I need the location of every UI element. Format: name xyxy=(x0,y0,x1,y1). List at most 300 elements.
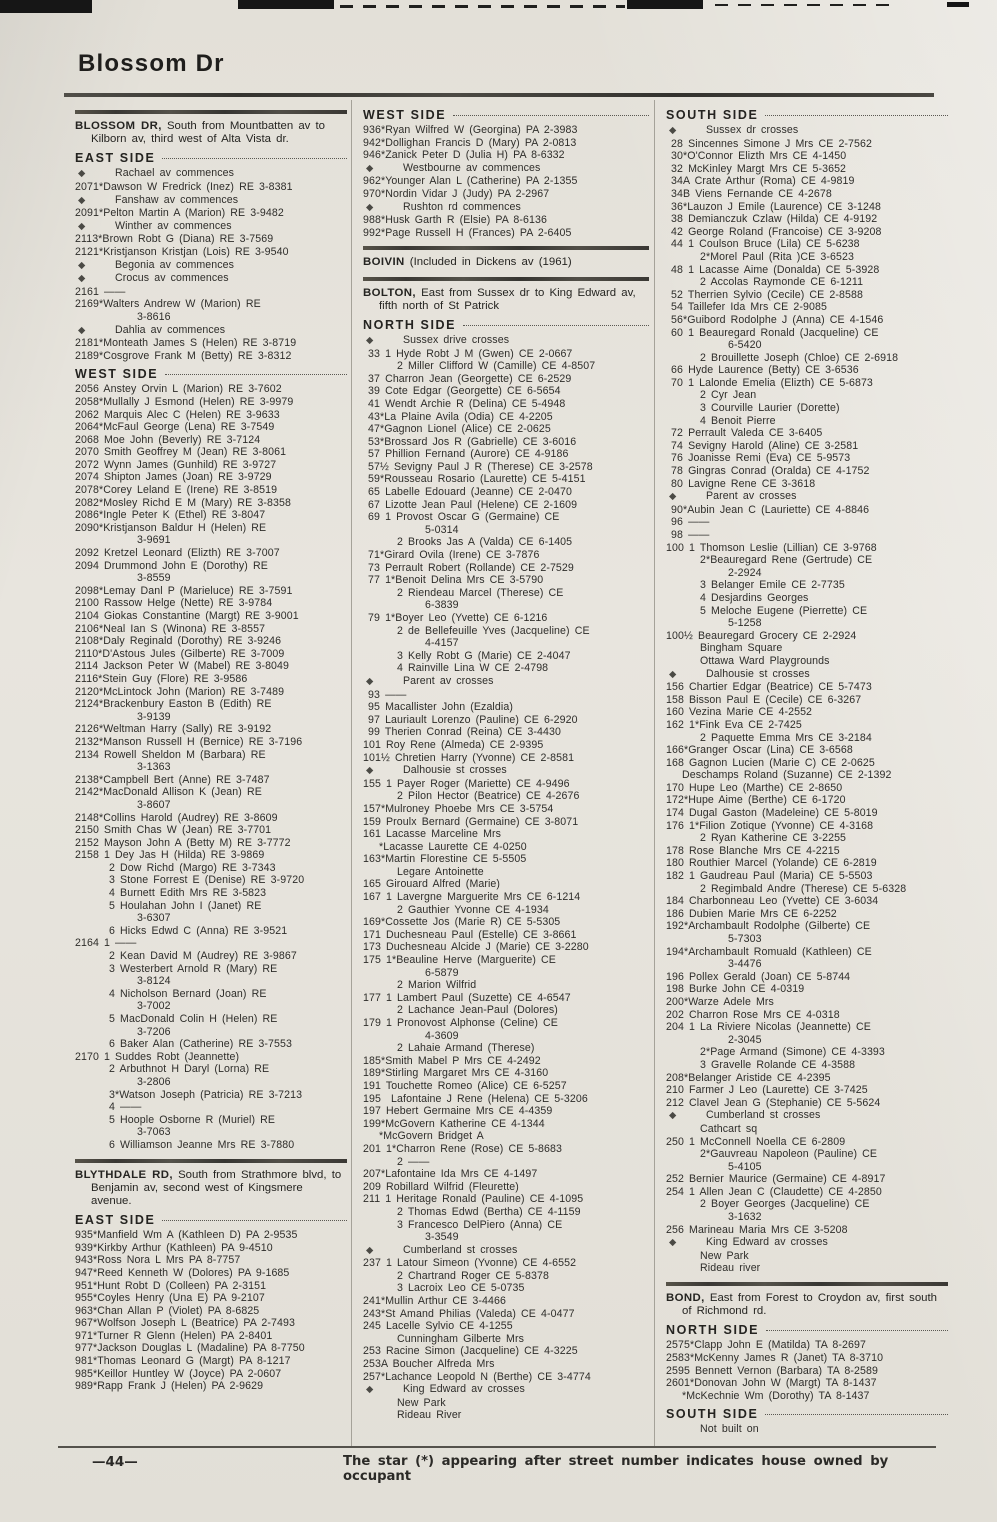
directory-entry-line: 70 1 Lalonde Emelia (Elizth) CE 5-6873 xyxy=(666,376,873,389)
directory-entry-line: 211 1 Heritage Ronald (Pauline) CE 4-1095 xyxy=(363,1193,584,1206)
directory-entry-line: 2070 Smith Geoffrey M (Jean) RE 3-8061 xyxy=(75,446,287,459)
diamond-icon: ◆ xyxy=(669,491,677,503)
side-heading xyxy=(75,367,347,381)
directory-entry-line: 2 Arbuthnot H Daryl (Lorna) RE xyxy=(109,1063,270,1076)
directory-entry-line: 3 Gravelle Rolande CE 4-3588 xyxy=(700,1058,856,1071)
directory-entry-line: Cathcart sq xyxy=(700,1122,758,1135)
diamond-icon: ◆ xyxy=(366,201,374,213)
footer-rule xyxy=(58,1446,936,1448)
directory-entry-line: 178 Rose Blanche Mrs CE 4-2215 xyxy=(666,844,840,857)
directory-entry-line: 3 Francesco DelPiero (Anna) CE xyxy=(397,1218,563,1231)
directory-entry-line: 943*Ross Nora L Mrs PA 8-7757 xyxy=(75,1254,241,1267)
directory-entry-line: 2114 Jackson Peter W (Mabel) RE 3-8049 xyxy=(75,660,290,673)
directory-entry-line: 2*Page Armand (Simone) CE 4-3393 xyxy=(700,1046,885,1059)
diamond-icon: ◆ xyxy=(78,259,86,271)
directory-entry-line: 2164 1 —— xyxy=(75,937,137,950)
section-divider xyxy=(75,1159,347,1163)
directory-entry-line: 2 Gauthier Yvonne CE 4-1934 xyxy=(397,903,549,916)
directory-entry-line: 2181*Monteath James S (Helen) RE 3-8719 xyxy=(75,337,297,350)
directory-entry-line: 56*Guibord Rodolphe J (Anna) CE 4-1546 xyxy=(666,313,884,326)
directory-entry-line: 179 1 Pronovost Alphonse (Celine) CE xyxy=(363,1017,558,1030)
cross-street-line xyxy=(363,764,649,778)
directory-entry-line: 196 Pollex Gerald (Joan) CE 5-8744 xyxy=(666,970,851,983)
directory-entry-line: 2094 Drummond John E (Dorothy) RE xyxy=(75,559,268,572)
directory-entry-line: 212 Clavel Jean G (Stephanie) CE 5-5624 xyxy=(666,1096,881,1109)
directory-entry-line: 2142*MacDonald Allison K (Jean) RE xyxy=(75,786,262,799)
directory-entry-line: 52 Therrien Sylvio (Cecile) CE 2-8588 xyxy=(666,288,863,301)
street-heading: BLYTHDALE RD, South from Strathmore blvd, to Benjamin av, second west of Kingsmere avenue. xyxy=(75,1168,342,1207)
directory-entry-line: *McKechnie Wm (Dorothy) TA 8-1437 xyxy=(682,1389,870,1402)
directory-entry-line: 167 1 Lavergne Marguerite Mrs CE 6-1214 xyxy=(363,891,581,904)
side-heading xyxy=(363,108,649,122)
directory-entry-line: *Lacasse Laurette CE 4-0250 xyxy=(379,840,527,853)
directory-entry-line: 4 Rainville Lina W CE 2-4798 xyxy=(397,662,549,675)
dotted-leader xyxy=(765,115,948,116)
directory-entry-line: 2595 Bennett Vernon (Barbara) TA 8-2589 xyxy=(666,1364,878,1377)
directory-entry-line: 243*St Amand Philias (Valeda) CE 4-0477 xyxy=(363,1307,575,1320)
dotted-leader xyxy=(453,115,649,116)
directory-entry-line: 253A Boucher Alfreda Mrs xyxy=(363,1358,495,1371)
directory-entry-line: 100½ Beauregard Grocery CE 2-2924 xyxy=(666,629,857,642)
directory-entry-line: 90*Aubin Jean C (Lauriette) CE 4-8846 xyxy=(666,503,870,516)
directory-entry-line: 2 Regimbald Andre (Therese) CE 5-6328 xyxy=(700,882,907,895)
scan-artifact xyxy=(715,4,890,6)
scan-artifact xyxy=(238,0,334,9)
directory-entry-line: 6 Hicks Edwd C (Anna) RE 3-9521 xyxy=(109,924,288,937)
directory-entry-line: 172*Hupe Aime (Berthe) CE 6-1720 xyxy=(666,794,846,807)
diamond-icon: ◆ xyxy=(669,668,677,680)
directory-entry-line: 2 Marion Wilfrid xyxy=(397,979,477,992)
directory-entry-line: 199*McGovern Katherine CE 4-1344 xyxy=(363,1117,545,1130)
directory-entry-line: 6-3839 xyxy=(425,599,459,612)
directory-entry-line: 2132*Manson Russell H (Bernice) RE 3-7196 xyxy=(75,735,303,748)
side-heading-label: NORTH SIDE xyxy=(363,317,457,332)
directory-entry-line: 76 Joanisse Remi (Eva) CE 5-9573 xyxy=(666,452,851,465)
directory-entry-line: 168 Gagnon Lucien (Marie C) CE 2-0625 xyxy=(666,756,875,769)
directory-entry-line: 3-1632 xyxy=(728,1211,762,1224)
cross-street-text: Cumberland st crosses xyxy=(403,1243,518,1256)
directory-entry-line: 32 McKinley Margt Mrs CE 5-3652 xyxy=(666,162,847,175)
diamond-icon: ◆ xyxy=(78,168,86,180)
directory-entry-line: 3-8124 xyxy=(137,975,171,988)
directory-entry-line: 163*Martin Florestine CE 5-5505 xyxy=(363,853,527,866)
directory-entry-line: 2152 Mayson John A (Betty M) RE 3-7772 xyxy=(75,836,291,849)
diamond-icon: ◆ xyxy=(78,220,86,232)
directory-entry-line: 47*Gagnon Lionel (Alice) CE 2-0625 xyxy=(363,423,551,436)
street-name: BLYTHDALE RD, xyxy=(75,1168,173,1181)
directory-entry-line: 2 Brooks Jas A (Valda) CE 6-1405 xyxy=(397,536,573,549)
side-heading-label: SOUTH SIDE xyxy=(666,1407,759,1422)
cross-street-text: Fanshaw av commences xyxy=(115,193,239,206)
directory-entry-line: 195 Lafontaine J Rene (Helena) CE 5-3206 xyxy=(363,1092,588,1105)
directory-entry-line: 2 Chartrand Roger CE 5-8378 xyxy=(397,1269,550,1282)
directory-entry-line: 93 —— xyxy=(363,688,407,701)
directory-entry-line: 2 Brouillette Joseph (Chloe) CE 2-6918 xyxy=(700,351,899,364)
directory-entry-line: 3-7002 xyxy=(137,1000,171,1013)
column-2 xyxy=(363,103,649,1422)
directory-entry-line: 971*Turner R Glenn (Helen) PA 2-8401 xyxy=(75,1329,273,1342)
directory-entry-line: 2150 Smith Chas W (Jean) RE 3-7701 xyxy=(75,824,272,837)
directory-entry-line: 4 Nicholson Bernard (Joan) RE xyxy=(109,987,267,1000)
directory-entry-line: 988*Husk Garth R (Elsie) PA 8-6136 xyxy=(363,214,547,227)
column-divider xyxy=(654,100,655,1446)
street-name: BOND, xyxy=(666,1292,705,1305)
directory-entry-line: 209 Robillard Wilfrid (Fleurette) xyxy=(363,1180,519,1193)
directory-entry-line: 186 Dubien Marie Mrs CE 6-2252 xyxy=(666,907,837,920)
cross-street-text: Dalhousie st crosses xyxy=(403,764,507,777)
cross-street-line xyxy=(363,675,649,689)
directory-entry-line: 2 Dow Richd (Margo) RE 3-7343 xyxy=(109,861,276,874)
dotted-leader xyxy=(165,374,347,375)
diamond-icon: ◆ xyxy=(78,273,86,285)
directory-entry-line: 57 Phillion Fernand (Aurore) CE 4-9186 xyxy=(363,448,569,461)
side-heading-label: SOUTH SIDE xyxy=(666,108,759,122)
directory-entry-line: 59*Rousseau Rosario (Laurette) CE 5-4151 xyxy=(363,473,586,486)
directory-entry-line: 3 Kelly Robt G (Marie) CE 2-4047 xyxy=(397,649,571,662)
directory-entry-line: 54 Taillefer Ida Mrs CE 2-9085 xyxy=(666,301,827,314)
directory-entry-line: 2058*Mullally J Esmond (Helen) RE 3-9979 xyxy=(75,395,294,408)
directory-entry-line: 165 Girouard Alfred (Marie) xyxy=(363,878,501,891)
section-divider xyxy=(75,110,347,114)
directory-entry-line: 4 Desjardins Georges xyxy=(700,591,809,604)
directory-entry-line: 77 1*Benoit Delina Mrs CE 3-5790 xyxy=(363,574,544,587)
directory-entry-line: 192*Archambault Rodolphe (Gilberte) CE xyxy=(666,920,871,933)
directory-entry-line: 3-7063 xyxy=(137,1126,171,1139)
directory-entry-line: 254 1 Allen Jean C (Claudette) CE 4-2850 xyxy=(666,1185,882,1198)
cross-street-text: Rachael av commences xyxy=(115,167,235,180)
directory-entry-line: *McGovern Bridget A xyxy=(379,1130,484,1143)
column-1 xyxy=(75,103,347,1393)
street-name: BOIVIN xyxy=(363,256,405,269)
directory-entry-line: 2 Kean David M (Audrey) RE 3-9867 xyxy=(109,950,297,963)
diamond-icon: ◆ xyxy=(366,1384,374,1396)
directory-entry-line: 66 Hyde Laurence (Betty) CE 3-6536 xyxy=(666,364,859,377)
diamond-icon: ◆ xyxy=(669,1110,677,1122)
page-title: Blossom Dr xyxy=(78,50,225,77)
directory-entry-line: 44 1 Coulson Bruce (Lila) CE 5-6238 xyxy=(666,238,860,251)
cross-street-text: Dalhousie st crosses xyxy=(706,667,810,680)
directory-entry-line: 2*Beauregard Rene (Gertrude) CE xyxy=(700,554,873,567)
dotted-leader xyxy=(162,158,347,159)
directory-entry-line: 962*Younger Alan L (Catherine) PA 2-1355 xyxy=(363,175,578,188)
directory-entry-line: 74 Sevigny Harold (Aline) CE 3-2581 xyxy=(666,439,859,452)
directory-entry-line: 79 1*Boyer Leo (Yvette) CE 6-1216 xyxy=(363,612,548,625)
street-name: BLOSSOM DR, xyxy=(75,120,162,132)
directory-entry-line: 73 Perrault Robert (Rollande) CE 2-7529 xyxy=(363,561,574,574)
side-heading xyxy=(666,1323,948,1337)
directory-entry-line: 210 Farmer J Leo (Laurette) CE 3-7425 xyxy=(666,1084,868,1097)
directory-entry-line: 252 Bernier Maurice (Germaine) CE 4-8917 xyxy=(666,1173,886,1186)
street-name: BOLTON, xyxy=(363,286,417,299)
diamond-icon: ◆ xyxy=(366,765,374,777)
directory-entry-line: 2161 —— xyxy=(75,285,126,298)
directory-entry-line: 2-3045 xyxy=(728,1033,762,1046)
directory-entry-line: 2148*Collins Harold (Audrey) RE 3-8609 xyxy=(75,811,278,824)
cross-street-text: Westbourne av commences xyxy=(403,161,541,174)
cross-street-line xyxy=(666,490,948,504)
directory-entry-line: 80 Lavigne Rene CE 3-3618 xyxy=(666,477,816,490)
cross-street-line xyxy=(666,124,948,138)
side-heading-label: EAST SIDE xyxy=(75,151,156,166)
directory-entry-line: 176 1*Filion Zotique (Yvonne) CE 4-3168 xyxy=(666,819,874,832)
directory-entry-line: 5-4105 xyxy=(728,1160,762,1173)
directory-entry-line: 3 Westerbert Arnold R (Mary) RE xyxy=(109,962,278,975)
directory-entry-line: 185*Smith Mabel P Mrs CE 4-2492 xyxy=(363,1054,541,1067)
directory-entry-line: 946*Zanick Peter D (Julia H) PA 8-6332 xyxy=(363,149,565,162)
directory-entry-line: 3-1363 xyxy=(137,761,171,774)
directory-entry-line: 28 Sincennes Simone J Mrs CE 2-7562 xyxy=(666,137,873,150)
directory-entry-line: 241*Mullin Arthur CE 3-4466 xyxy=(363,1295,506,1308)
directory-entry-line: 162 1*Fink Eva CE 2-7425 xyxy=(666,718,802,731)
directory-entry-line: Deschamps Roland (Suzanne) CE 2-1392 xyxy=(682,769,892,782)
directory-entry-line: 2091*Pelton Martin A (Marion) RE 3-9482 xyxy=(75,207,284,220)
scan-artifact xyxy=(0,0,92,13)
directory-entry-line: 2601*Donovan John W (Margt) TA 8-1437 xyxy=(666,1377,877,1390)
directory-entry-line: 2071*Dawson W Fredrick (Inez) RE 3-8381 xyxy=(75,181,293,193)
directory-entry-line: 67 Lizotte Jean Paul (Helene) CE 2-1609 xyxy=(363,498,578,511)
section-divider xyxy=(666,1282,948,1286)
directory-entry-line: 2170 1 Suddes Robt (Jeannette) xyxy=(75,1050,240,1063)
directory-entry-line: 2124*Brackenbury Easton B (Edith) RE xyxy=(75,698,272,711)
directory-entry-line: 157*Mulroney Phoebe Mrs CE 3-5754 xyxy=(363,802,554,815)
directory-entry-line: Cunningham Gilberte Mrs xyxy=(397,1332,525,1345)
directory-entry-line: 5 Meloche Eugene (Pierrette) CE xyxy=(700,604,868,617)
directory-entry-line: 2 Cyr Jean xyxy=(700,389,757,402)
cross-street-text: Cumberland st crosses xyxy=(706,1109,821,1122)
diamond-icon: ◆ xyxy=(366,675,374,687)
directory-entry-line: 935*Manfield Wm A (Kathleen D) PA 2-9535 xyxy=(75,1229,298,1242)
directory-entry-line: 2*Morel Paul (Rita )CE 3-6523 xyxy=(700,250,854,263)
diamond-icon: ◆ xyxy=(78,194,86,206)
directory-entry-line: 43*La Plaine Avila (Odia) CE 4-2205 xyxy=(363,410,553,423)
directory-entry-line: 955*Coyles Henry (Una E) PA 9-2107 xyxy=(75,1292,265,1305)
directory-entry-line: 5-7303 xyxy=(728,933,762,945)
diamond-icon: ◆ xyxy=(366,162,374,174)
directory-entry-line: 2056 Anstey Orvin L (Marion) RE 3-7602 xyxy=(75,383,282,396)
street-heading: BOLTON, East from Sussex dr to King Edward av, fifth north of St Patrick xyxy=(363,286,636,312)
directory-entry-line: 175 1*Beauline Herve (Marguerite) CE xyxy=(363,954,556,967)
directory-entry-line: 2 Miller Clifford W (Camille) CE 4-8507 xyxy=(397,360,596,373)
directory-entry-line: 5 MacDonald Colin H (Helen) RE xyxy=(109,1013,278,1025)
directory-entry-line: 184 Charbonneau Leo (Yvette) CE 3-6034 xyxy=(666,895,879,908)
column-divider xyxy=(351,100,352,1446)
directory-entry-line: 2138*Campbell Bert (Anne) RE 3-7487 xyxy=(75,773,270,786)
directory-entry-line: 2078*Corey Leland E (Irene) RE 3-8519 xyxy=(75,484,278,497)
directory-entry-line: 5-1258 xyxy=(728,617,762,630)
dotted-leader xyxy=(162,1220,347,1221)
scan-artifact xyxy=(947,2,969,7)
directory-entry-line: 96 —— xyxy=(666,516,710,529)
directory-entry-line: 2100 Rassow Helge (Nette) RE 3-9784 xyxy=(75,597,273,610)
directory-entry-line: 38 Demianczuk Czlaw (Hilda) CE 4-9192 xyxy=(666,213,878,226)
directory-entry-line: 36*Lauzon J Emile (Laurence) CE 3-1248 xyxy=(666,200,881,213)
directory-entry-line: 2106*Neal Ian S (Winona) RE 3-8557 xyxy=(75,622,266,635)
directory-entry-line: 253 Racine Simon (Jacqueline) CE 4-3225 xyxy=(363,1345,578,1358)
directory-entry-line: 166*Granger Oscar (Lina) CE 3-6568 xyxy=(666,744,853,757)
directory-entry-line: 171 Duchesneau Paul (Estelle) CE 3-8661 xyxy=(363,928,577,941)
directory-entry-line: 2098*Lemay Danl P (Marieluce) RE 3-7591 xyxy=(75,584,293,597)
directory-entry-line: 3-3549 xyxy=(425,1231,459,1244)
directory-entry-line: 204 1 La Riviere Nicolas (Jeannette) CE xyxy=(666,1021,871,1034)
directory-entry-line: 189*Stirling Margaret Mrs CE 4-3160 xyxy=(363,1067,549,1080)
directory-entry-line: Legare Antoinette xyxy=(397,865,484,878)
dotted-leader xyxy=(766,1330,948,1331)
directory-entry-line: 936*Ryan Wilfred W (Georgina) PA 2-3983 xyxy=(363,124,578,136)
directory-entry-line: 208*Belanger Aristide CE 4-2395 xyxy=(666,1071,831,1084)
cross-street-line xyxy=(666,668,948,682)
directory-entry-line: 981*Thomas Leonard G (Margt) PA 8-1217 xyxy=(75,1355,291,1368)
directory-entry-line: 34A Crate Arthur (Roma) CE 4-9819 xyxy=(666,175,855,188)
cross-street-line xyxy=(75,220,347,234)
directory-entry-line: 3-2806 xyxy=(137,1075,171,1088)
footer-note: The star (*) appearing after street number indicates house owned by occupant xyxy=(343,1454,889,1484)
directory-entry-line: 2113*Brown Robt G (Diana) RE 3-7569 xyxy=(75,233,274,246)
directory-entry-line: 99 Therien Conrad (Reina) CE 3-4430 xyxy=(363,726,561,739)
directory-entry-line: 2134 Rowell Sheldon M (Barbara) RE xyxy=(75,748,266,761)
cross-street-line xyxy=(666,1109,948,1123)
side-heading-label: NORTH SIDE xyxy=(666,1323,760,1338)
directory-entry-line: 2072 Wynn James (Gunhild) RE 3-9727 xyxy=(75,458,277,471)
directory-entry-line: 2108*Daly Reginald (Dorothy) RE 3-9246 xyxy=(75,635,282,648)
directory-entry-line: 177 1 Lambert Paul (Suzette) CE 4-6547 xyxy=(363,991,571,1004)
directory-entry-line: 170 Hupe Leo (Marthe) CE 2-8650 xyxy=(666,781,843,794)
directory-entry-line: 2575*Clapp John E (Matilda) TA 8-2697 xyxy=(666,1339,866,1352)
directory-entry-line: 237 1 Latour Simeon (Yvonne) CE 4-6552 xyxy=(363,1257,577,1270)
directory-entry-line: 161 Lacasse Marceline Mrs xyxy=(363,828,502,841)
directory-entry-line: 5 Houlahan John I (Janet) RE xyxy=(109,899,262,912)
directory-entry-line: 60 1 Beauregard Ronald (Jacqueline) CE xyxy=(666,326,879,339)
directory-entry-line: 2068 Moe John (Beverly) RE 3-7124 xyxy=(75,433,261,446)
directory-entry-line: 4 Benoit Pierre xyxy=(700,414,776,427)
directory-entry-line: 3-8616 xyxy=(137,310,171,323)
cross-street-text: Dahlia av commences xyxy=(115,323,226,336)
directory-entry-line: 2104 Giokas Constantine (Margt) RE 3-9001 xyxy=(75,610,299,622)
directory-entry-line: 101½ Chretien Harry (Yvonne) CE 2-8581 xyxy=(363,751,575,764)
directory-entry-line: 4 —— xyxy=(109,1101,142,1114)
cross-street-line xyxy=(75,167,347,181)
directory-entry-line: 5 Hoople Osborne R (Muriel) RE xyxy=(109,1113,276,1126)
directory-entry-line: 992*Page Russell H (Frances) PA 2-6405 xyxy=(363,226,572,239)
directory-entry-line: 198 Burke John CE 4-0319 xyxy=(666,983,805,996)
directory-entry-line: 191 Touchette Romeo (Alice) CE 6-5257 xyxy=(363,1079,567,1092)
side-heading xyxy=(75,151,347,165)
cross-street-text: Winther av commences xyxy=(115,219,232,232)
directory-entry-line: 155 1 Payer Roger (Mariette) CE 4-9496 xyxy=(363,777,570,790)
cross-street-line xyxy=(363,334,649,348)
directory-entry-line: 985*Keillor Huntley W (Joyce) PA 2-0607 xyxy=(75,1367,282,1380)
directory-entry-line: 39 Cote Edgar (Georgette) CE 6-5654 xyxy=(363,385,561,398)
side-heading xyxy=(666,108,948,122)
cross-street-text: Rushton rd commences xyxy=(403,200,521,213)
directory-entry-line: 2120*McLintock John (Marion) RE 3-7489 xyxy=(75,685,285,698)
directory-entry-line: 98 —— xyxy=(666,529,710,541)
directory-entry-line: 2 de Bellefeuille Yves (Jacqueline) CE xyxy=(397,624,590,637)
directory-entry-line: 2169*Walters Andrew W (Marion) RE xyxy=(75,298,261,311)
directory-entry-line: 3-9691 xyxy=(137,534,171,547)
directory-entry-line: 2110*D'Astous Jules (Gilberte) RE 3-7009 xyxy=(75,647,285,660)
directory-entry-line: 95 Macallister John (Ezaldia) xyxy=(363,701,513,714)
directory-entry-line: 3-6307 xyxy=(137,912,171,925)
directory-entry-line: 256 Marineau Maria Mrs CE 3-5208 xyxy=(666,1223,848,1236)
column-3 xyxy=(666,103,948,1436)
directory-entry-line: 65 Labelle Edouard (Jeanne) CE 2-0470 xyxy=(363,486,572,499)
directory-entry-line: 72 Perrault Valeda CE 3-6405 xyxy=(666,427,823,440)
directory-entry-line: 2189*Cosgrove Frank M (Betty) RE 3-8312 xyxy=(75,349,292,362)
directory-entry-line: 194*Archambault Romuald (Kathleen) CE xyxy=(666,945,872,958)
diamond-icon: ◆ xyxy=(366,334,374,346)
directory-entry-line: 951*Hunt Robt D (Colleen) PA 2-3151 xyxy=(75,1279,267,1292)
directory-entry-line: 3 Stone Forrest E (Denise) RE 3-9720 xyxy=(109,874,305,887)
directory-entry-line: 2 Boyer Georges (Jacqueline) CE xyxy=(700,1198,870,1211)
side-heading-label: EAST SIDE xyxy=(75,1213,156,1228)
cross-street-line xyxy=(363,1244,649,1258)
directory-entry-line: 69 1 Provost Oscar G (Germaine) CE xyxy=(363,511,560,524)
directory-entry-line: 78 Gingras Conrad (Oralda) CE 4-1752 xyxy=(666,465,870,478)
cross-street-line xyxy=(75,324,347,338)
street-heading: BLOSSOM DR, South from Mountbatten av to Kilborn av, third west of Alta Vista dr. xyxy=(75,120,326,146)
cross-street-line xyxy=(75,259,347,273)
cross-street-text: King Edward av crosses xyxy=(403,1383,525,1396)
cross-street-text: Sussex dr crosses xyxy=(706,124,799,136)
directory-entry-line: 48 1 Lacasse Aime (Donalda) CE 5-3928 xyxy=(666,263,880,276)
diamond-icon: ◆ xyxy=(669,125,677,136)
directory-entry-line: Ottawa Ward Playgrounds xyxy=(700,654,830,667)
directory-entry-line: 2 Ryan Katherine CE 3-2255 xyxy=(700,832,847,845)
directory-entry-line: 3-7206 xyxy=(137,1025,171,1038)
directory-entry-line: Rideau River xyxy=(397,1409,462,1422)
directory-entry-line: 2 Pilon Hector (Beatrice) CE 4-2676 xyxy=(397,790,580,803)
cross-street-text: Begonia av commences xyxy=(115,258,235,271)
directory-entry-line: 6 Williamson Jeanne Mrs RE 3-7880 xyxy=(109,1138,295,1151)
directory-entry-line: 2092 Kretzel Leonard (Elizth) RE 3-7007 xyxy=(75,547,280,560)
directory-entry-line: 2158 1 Dey Jas H (Hilda) RE 3-9869 xyxy=(75,849,265,862)
cross-street-line xyxy=(75,194,347,208)
cross-street-line xyxy=(666,1236,948,1250)
directory-entry-line: 2090*Kristjanson Baldur H (Helen) RE xyxy=(75,521,267,534)
directory-entry-line: 4 Burnett Edith Mrs RE 3-5823 xyxy=(109,887,267,900)
street-heading: BOND, East from Forest to Croydon av, first south of Richmond rd. xyxy=(666,1292,937,1318)
dotted-leader xyxy=(765,1414,948,1415)
directory-entry-line: 245 Lacelle Sylvio CE 4-1255 xyxy=(363,1320,513,1333)
directory-entry-line: 37 Charron Jean (Georgette) CE 6-2529 xyxy=(363,372,572,385)
directory-entry-line: New Park xyxy=(700,1249,749,1262)
directory-entry-line: 5-0314 xyxy=(425,523,459,536)
directory-entry-line: 2 Paquette Emma Mrs CE 3-2184 xyxy=(700,731,872,744)
cross-street-line xyxy=(363,162,649,176)
directory-entry-line: 2*Gauvreau Napoleon (Pauline) CE xyxy=(700,1148,878,1161)
diamond-icon: ◆ xyxy=(669,1237,677,1249)
dotted-leader xyxy=(463,325,649,326)
directory-entry-line: 989*Rapp Frank J (Helen) PA 2-9629 xyxy=(75,1380,264,1393)
directory-entry-line: 156 Chartier Edgar (Beatrice) CE 5-7473 xyxy=(666,681,872,694)
cross-street-text: Crocus av commences xyxy=(115,272,229,285)
directory-entry-line: 159 Proulx Bernard (Germaine) CE 3-8071 xyxy=(363,815,579,828)
directory-entry-line: 71*Girard Ovila (Irene) CE 3-7876 xyxy=(363,549,540,562)
directory-entry-line: 2-2924 xyxy=(728,566,762,579)
directory-entry-line: 33 1 Hyde Robt J M (Gwen) CE 2-0667 xyxy=(363,347,573,360)
directory-entry-line: 180 Routhier Marcel (Yolande) CE 6-2819 xyxy=(666,857,877,870)
directory-entry-line: 939*Kirkby Arthur (Kathleen) PA 9-4510 xyxy=(75,1241,273,1254)
directory-entry-line: 3 Lacroix Leo CE 5-0735 xyxy=(397,1282,525,1295)
directory-entry-line: 4-4157 xyxy=(425,637,459,650)
directory-entry-line: 97 Lauriault Lorenzo (Pauline) CE 6-2920 xyxy=(363,713,578,726)
directory-entry-line: 250 1 McConnell Noella CE 6-2809 xyxy=(666,1135,846,1148)
directory-entry-line: 2074 Shipton James (Joan) RE 3-9729 xyxy=(75,471,272,484)
directory-entry-line: 977*Jackson Douglas L (Madaline) PA 8-7750 xyxy=(75,1342,305,1355)
directory-entry-line: 200*Warze Adele Mrs xyxy=(666,995,774,1008)
directory-entry-line: 2121*Kristjanson Kristjan (Lois) RE 3-9540 xyxy=(75,245,289,258)
directory-entry-line: 100 1 Thomson Leslie (Lillian) CE 3-9768 xyxy=(666,541,877,554)
